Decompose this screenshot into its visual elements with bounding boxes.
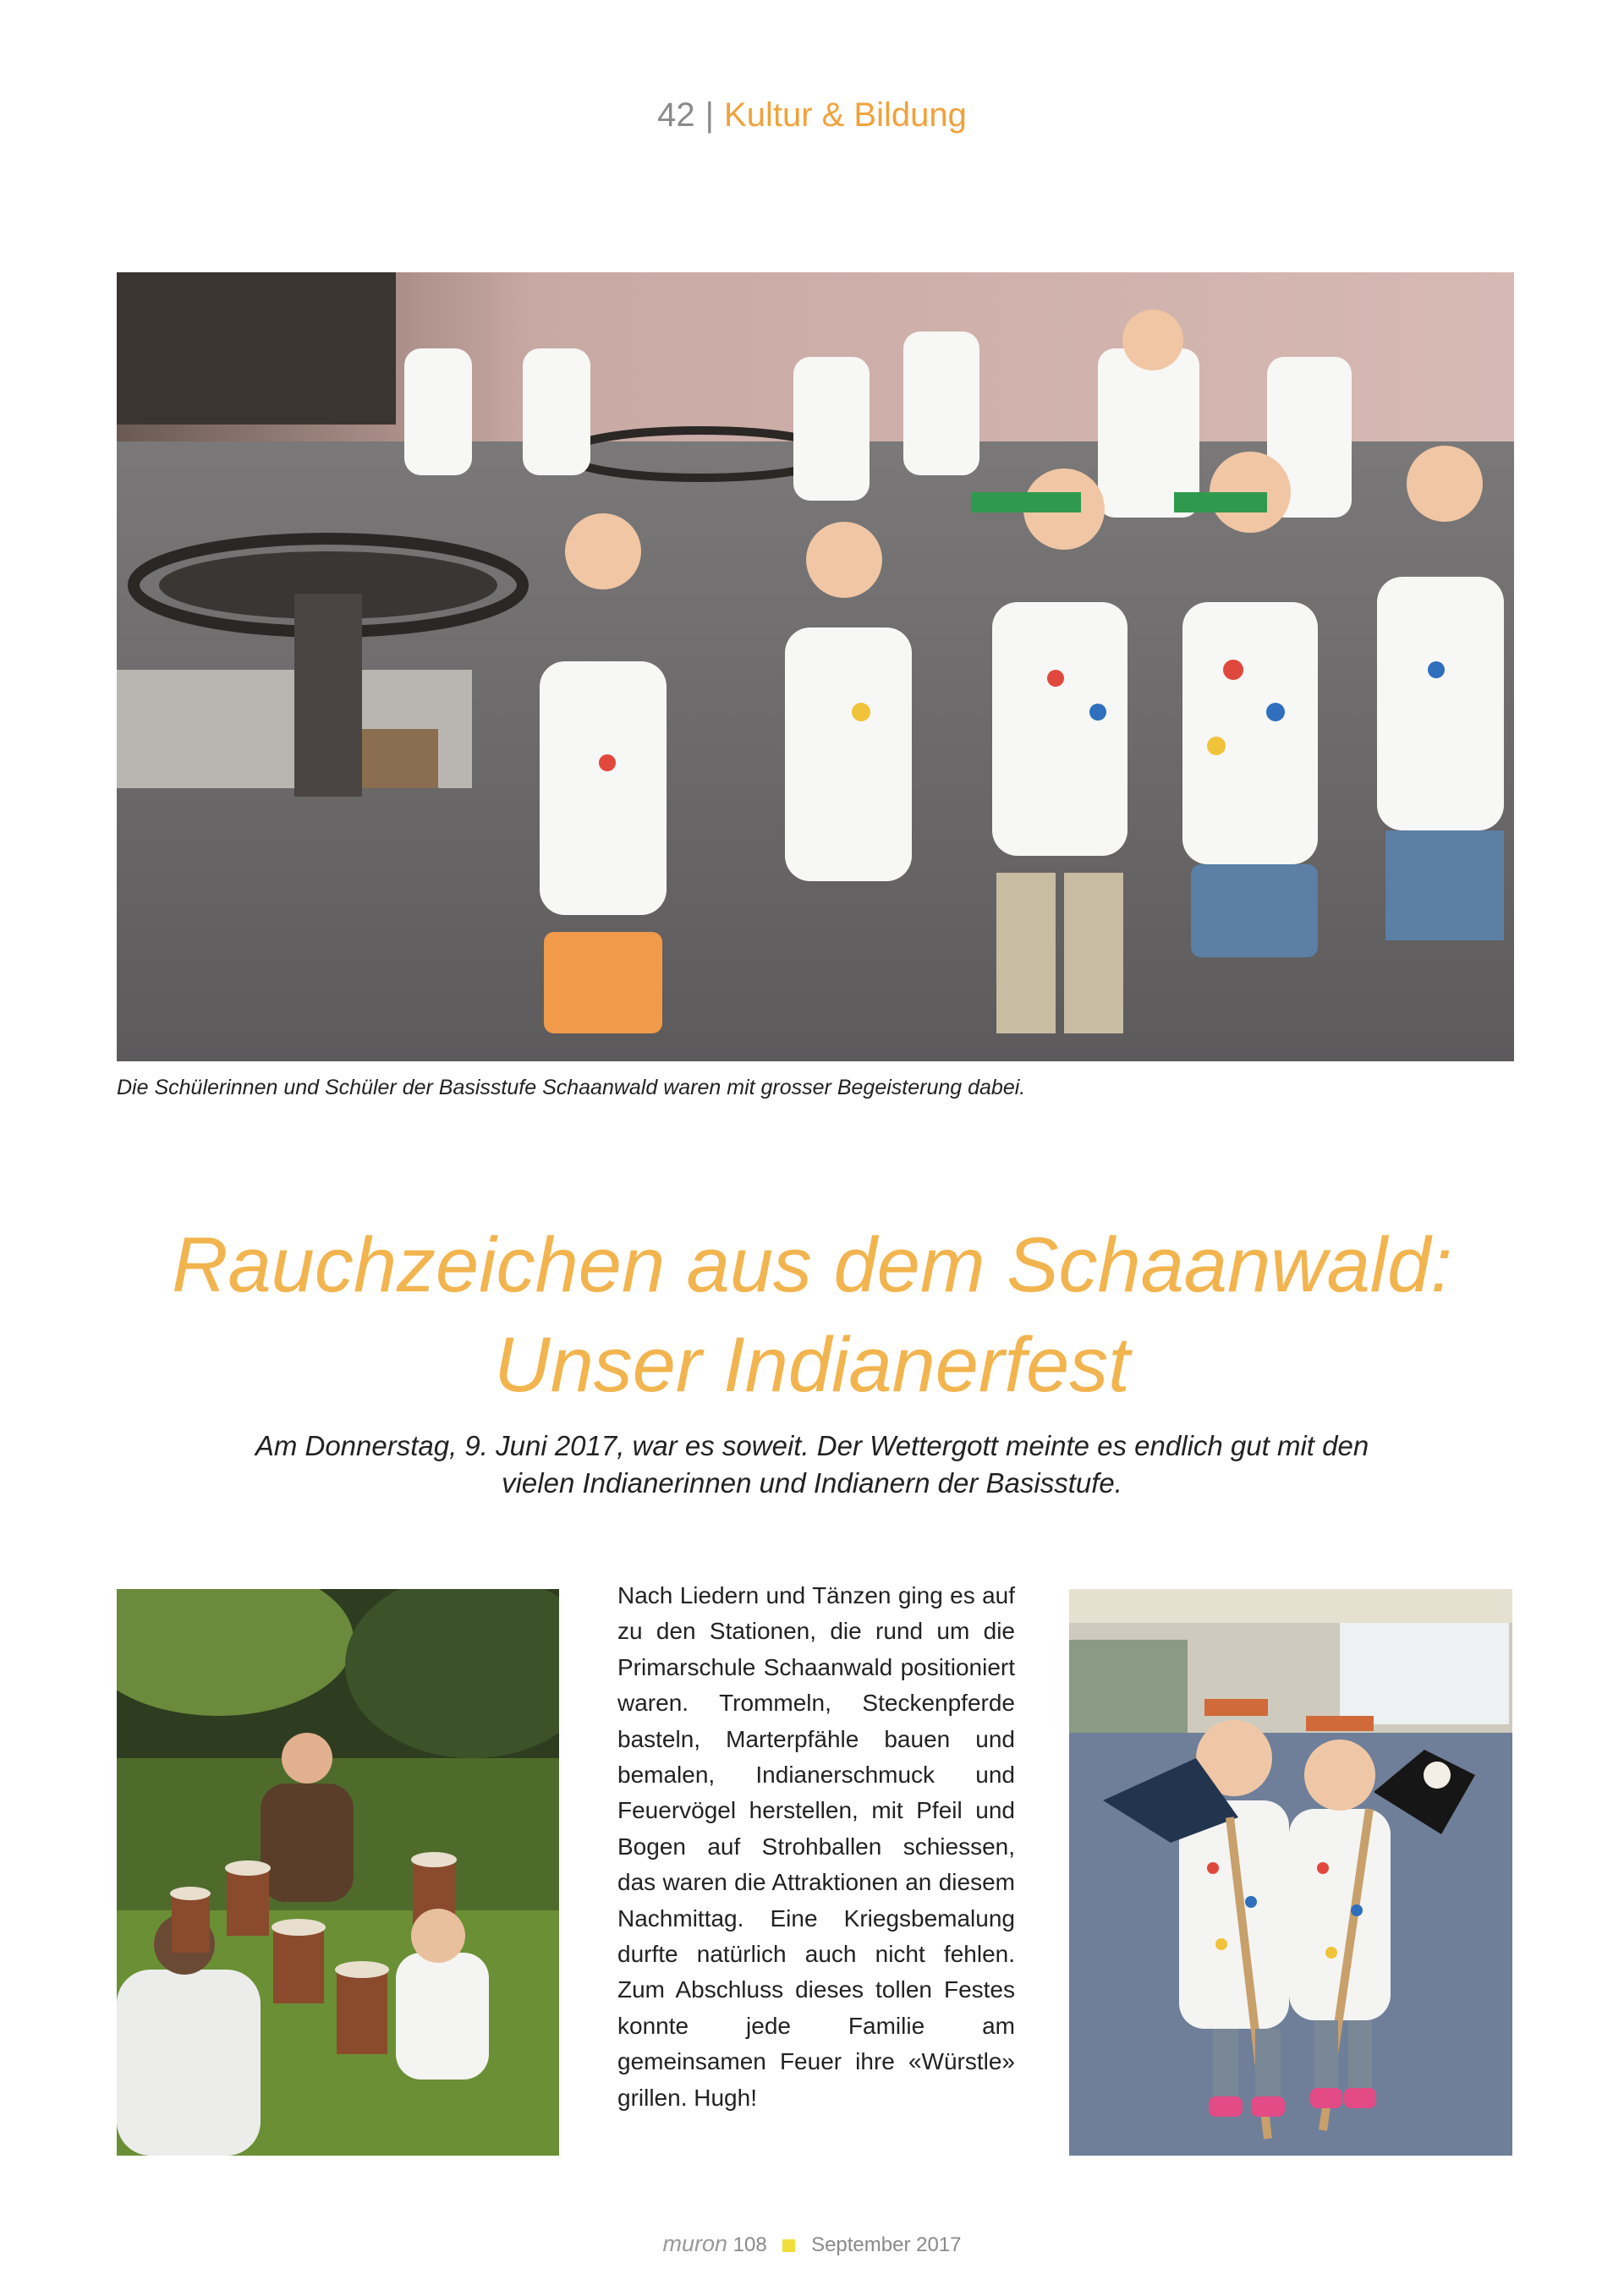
- hero-photo: [117, 272, 1514, 1061]
- title-line-1: Rauchzeichen aus dem Schaanwald:: [172, 1221, 1452, 1308]
- page-footer: [0, 2231, 1624, 2257]
- header-separator: |: [705, 96, 715, 134]
- page-number: 42: [657, 96, 695, 134]
- magazine-brand: muron: [662, 2231, 727, 2256]
- lead-line-1: Am Donnerstag, 9. Juni 2017, war es soweit. Der Wettergott meinte es endlich gut mit den: [255, 1430, 1369, 1461]
- issue-number: 108: [732, 2233, 767, 2256]
- photo-hobby-horses-icon: [1069, 1589, 1512, 2156]
- photo-drumming-circle-icon: [117, 1589, 559, 2156]
- page-header: [0, 95, 1624, 135]
- photo-caption: Die Schülerinnen und Schüler der Basisstufe Schaanwald waren mit grosser Begeisterung dabei.: [117, 1076, 1026, 1099]
- lead-line-2: vielen Indianerinnen und Indianern der Basisstufe.: [502, 1467, 1122, 1499]
- footer-square-icon: [782, 2239, 795, 2252]
- article-title: [85, 1215, 1539, 1415]
- article-lead: [195, 1427, 1429, 1502]
- article-body: Nach Liedern und Tänzen ging es auf zu den Stationen, die rund um die Primarschule Schaanwald positioniert waren. Trommeln, Steckenpferde basteln, Marterpfähle bauen und bemalen, Indianerschmuck und Feuervögel herstellen, mit Pfeil und Bogen auf Strohballen schiessen, das waren die Attraktionen an diesem Nachmittag. Eine Kriegsbemalung durfte natürlich auch nicht fehlen. Zum Abschluss dieses tollen Festes konnte jede Familie am gemeinsamen Feuer ihre «Würstle» grillen. Hugh!: [617, 1582, 1015, 2111]
- title-line-2: Unser Indianerfest: [494, 1321, 1130, 1408]
- photo-children-dancing-icon: [117, 272, 1514, 1061]
- issue-date: September 2017: [811, 2233, 962, 2256]
- kids-photo: [1069, 1589, 1512, 2156]
- section-title: Kultur & Bildung: [724, 96, 967, 134]
- drums-photo: [117, 1589, 559, 2156]
